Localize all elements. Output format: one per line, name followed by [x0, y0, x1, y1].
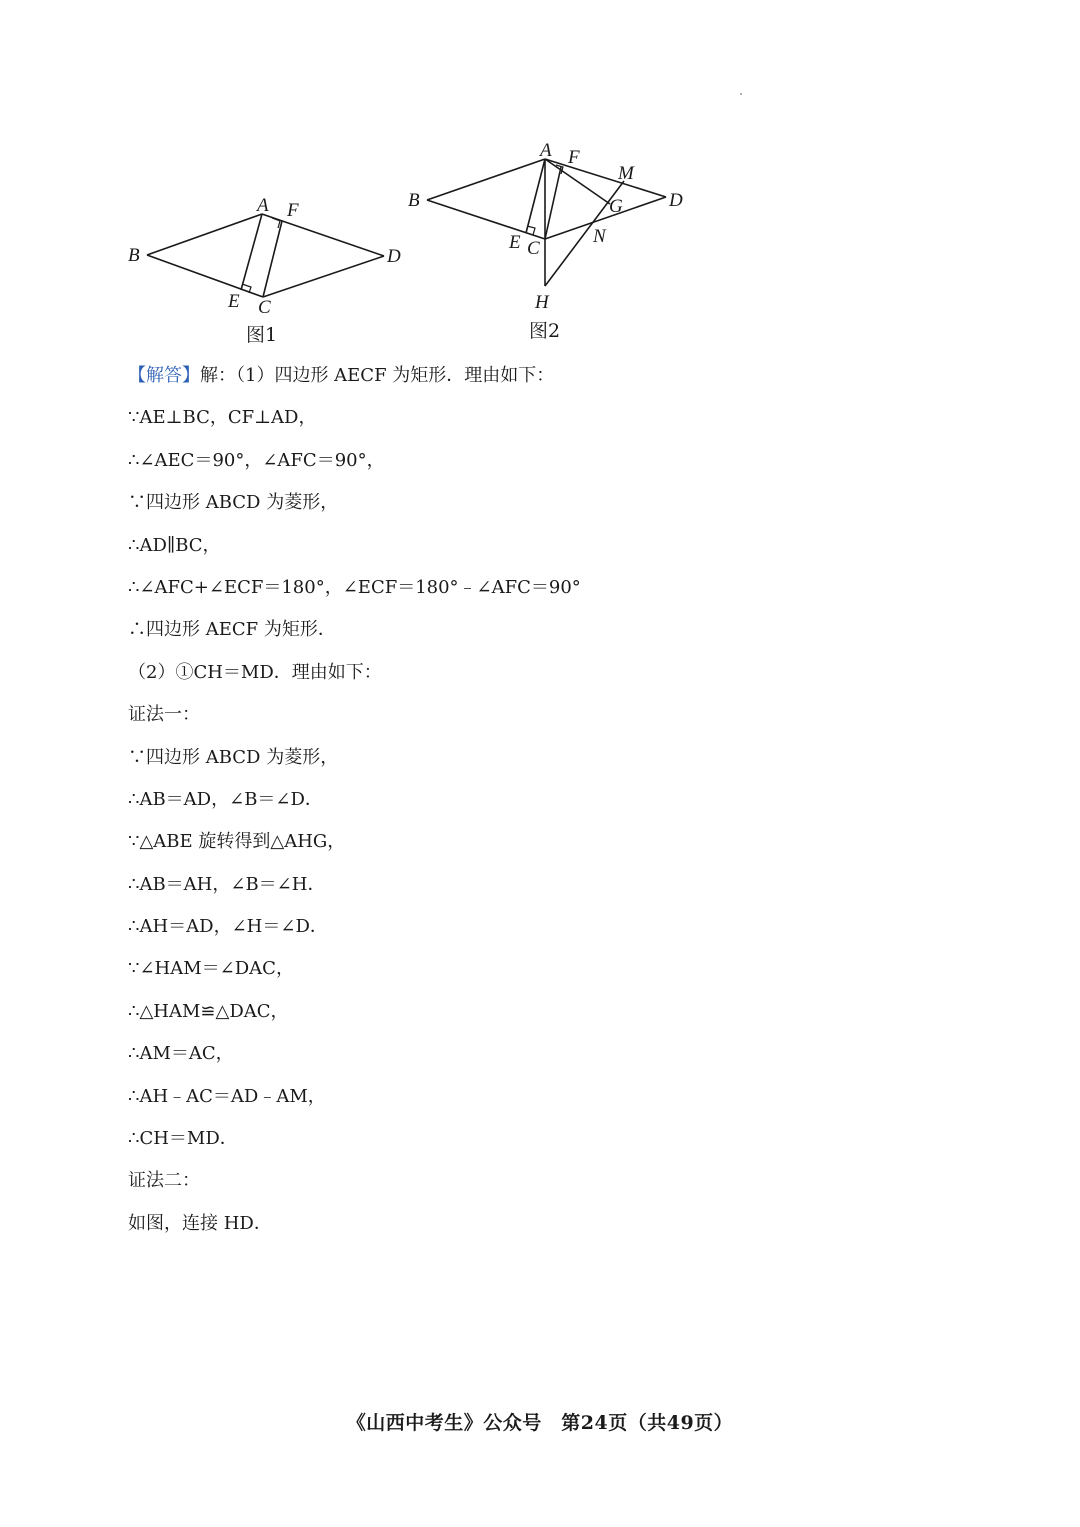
solution-line: ∵△ABE 旋转得到△AHG， — [128, 831, 346, 853]
segment-cf — [545, 167, 561, 239]
label-m: M — [618, 163, 634, 184]
label-c: C — [258, 297, 271, 318]
page-footer: 《山西中考生》公众号 第24页（共49页） — [346, 1412, 734, 1434]
label-n: N — [593, 226, 606, 247]
solution-line: ∴AH﹣AC＝AD﹣AM， — [128, 1085, 326, 1107]
solution-line: ∵AE⊥BC，CF⊥AD， — [128, 407, 317, 429]
solution-line: ∴△HAM≌△DAC， — [128, 1000, 289, 1022]
label-e: E — [509, 232, 521, 253]
label-e: E — [228, 291, 240, 312]
solution-line: ∴AM＝AC， — [128, 1043, 234, 1065]
segment-ba — [147, 214, 262, 255]
solution-line: 【解答】解：（1）四边形 AECF 为矩形．理由如下： — [128, 365, 555, 386]
label-f: F — [287, 200, 299, 221]
label-g: G — [609, 196, 623, 217]
segment-ae — [526, 159, 545, 233]
label-d: D — [387, 246, 401, 267]
solution-line: ∴AB＝AD，∠B＝∠D． — [128, 788, 323, 810]
solution-line: ∴四边形 AECF 为矩形． — [128, 619, 336, 641]
solution-line: ∴AB＝AH，∠B＝∠H． — [128, 873, 326, 895]
solution-line: ∴AD∥BC， — [128, 534, 221, 556]
figure-1-caption: 图1 — [246, 324, 278, 346]
solution-line: 如图，连接 HD． — [128, 1212, 272, 1234]
figure-2-caption: 图2 — [529, 320, 561, 342]
solution-line: ∴∠AEC＝90°，∠AFC＝90°， — [128, 449, 385, 471]
segment-cb — [427, 200, 545, 239]
figure-2-diagram — [400, 138, 690, 318]
label-c: C — [527, 238, 540, 259]
figure-2 — [400, 138, 690, 318]
solution-line: 证法二： — [128, 1170, 200, 1192]
solution-line: ∵四边形 ABCD 为菱形， — [128, 746, 339, 768]
solution-line: ∴∠AFC+∠ECF＝180°，∠ECF＝180°﹣∠AFC＝90° — [128, 576, 581, 598]
solution-line: 证法一： — [128, 704, 200, 726]
solution-line: ∵∠HAM＝∠DAC， — [128, 958, 294, 980]
segment-ad — [262, 214, 384, 256]
solution-line: ∴AH＝AD，∠H＝∠D． — [128, 916, 328, 938]
label-b: B — [128, 245, 140, 266]
figure-1-diagram — [120, 190, 420, 325]
stray-dot — [740, 93, 742, 95]
solution-line: ∵四边形 ABCD 为菱形， — [128, 492, 339, 514]
segment-ad — [545, 159, 666, 197]
solution-text — [128, 362, 1028, 1252]
segment-dc — [263, 256, 384, 297]
segment-cf — [263, 221, 282, 297]
solution-line: （2）①CH＝MD．理由如下： — [128, 661, 382, 683]
solution-line: ∴CH＝MD． — [128, 1128, 238, 1150]
segment-ae — [241, 214, 262, 290]
segment-ba — [427, 159, 545, 200]
label-f: F — [568, 147, 580, 168]
label-a: A — [540, 140, 552, 161]
figure-1 — [120, 190, 420, 325]
label-a: A — [257, 195, 269, 216]
label-d: D — [669, 190, 683, 211]
solution-label: 【解答】 — [128, 365, 200, 386]
label-h: H — [535, 292, 549, 313]
label-b: B — [408, 190, 420, 211]
